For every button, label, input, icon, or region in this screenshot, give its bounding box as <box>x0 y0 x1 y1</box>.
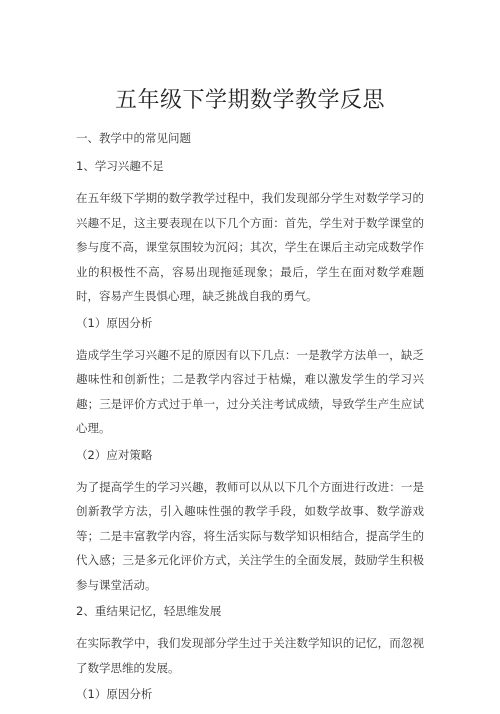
subsection-heading: （1）原因分析 <box>76 687 153 701</box>
paragraph: 在五年级下学期的数学教学过程中，我们发现部分学生对数学学习的兴趣不足，这主要表现在以下几个方面：首先，学生对于数学课堂的参与度不高，课堂氛围较为沉闷；其次，学生在课后主动完成数学作业的积极性不高，容易出现拖延现象；最后，学生在面对数学难题时，容易产生畏惧心理，缺乏挑战自我的勇气。 <box>76 191 424 303</box>
document-title: 五年级下学期数学教学反思 <box>114 88 385 113</box>
subsection-heading: 1、学习兴趣不足 <box>76 159 164 173</box>
paragraph: 造成学生学习兴趣不足的原因有以下几点：一是教学方法单一，缺乏趣味性和创新性；二是教学内容过于枯燥，难以激发学生的学习兴趣；三是评价方式过于单一，过分关注考试成绩，导致学生产生应试心理。 <box>76 347 424 435</box>
paragraph: 在实际教学中，我们发现部分学生过于关注数学知识的记忆，而忽视了数学思维的发展。 <box>76 636 424 675</box>
subsection-heading: 2、重结果记忆，轻思维发展 <box>76 604 222 618</box>
subsection-heading: （2）应对策略 <box>76 447 153 462</box>
document-body <box>76 130 424 714</box>
section-heading: 一、教学中的常见问题 <box>76 131 191 145</box>
paragraph: 为了提高学生的学习兴趣，教师可以从以下几个方面进行改进：一是创新教学方法，引入趣味性强的教学手段，如数学故事、数学游戏等；二是丰富教学内容，将生活实际与数学知识相结合，提高学生的代入感；三是多元化评价方式，关注学生的全面发展，鼓励学生积极参与课堂活动。 <box>76 479 424 592</box>
subsection-heading: （1）原因分析 <box>76 315 153 330</box>
